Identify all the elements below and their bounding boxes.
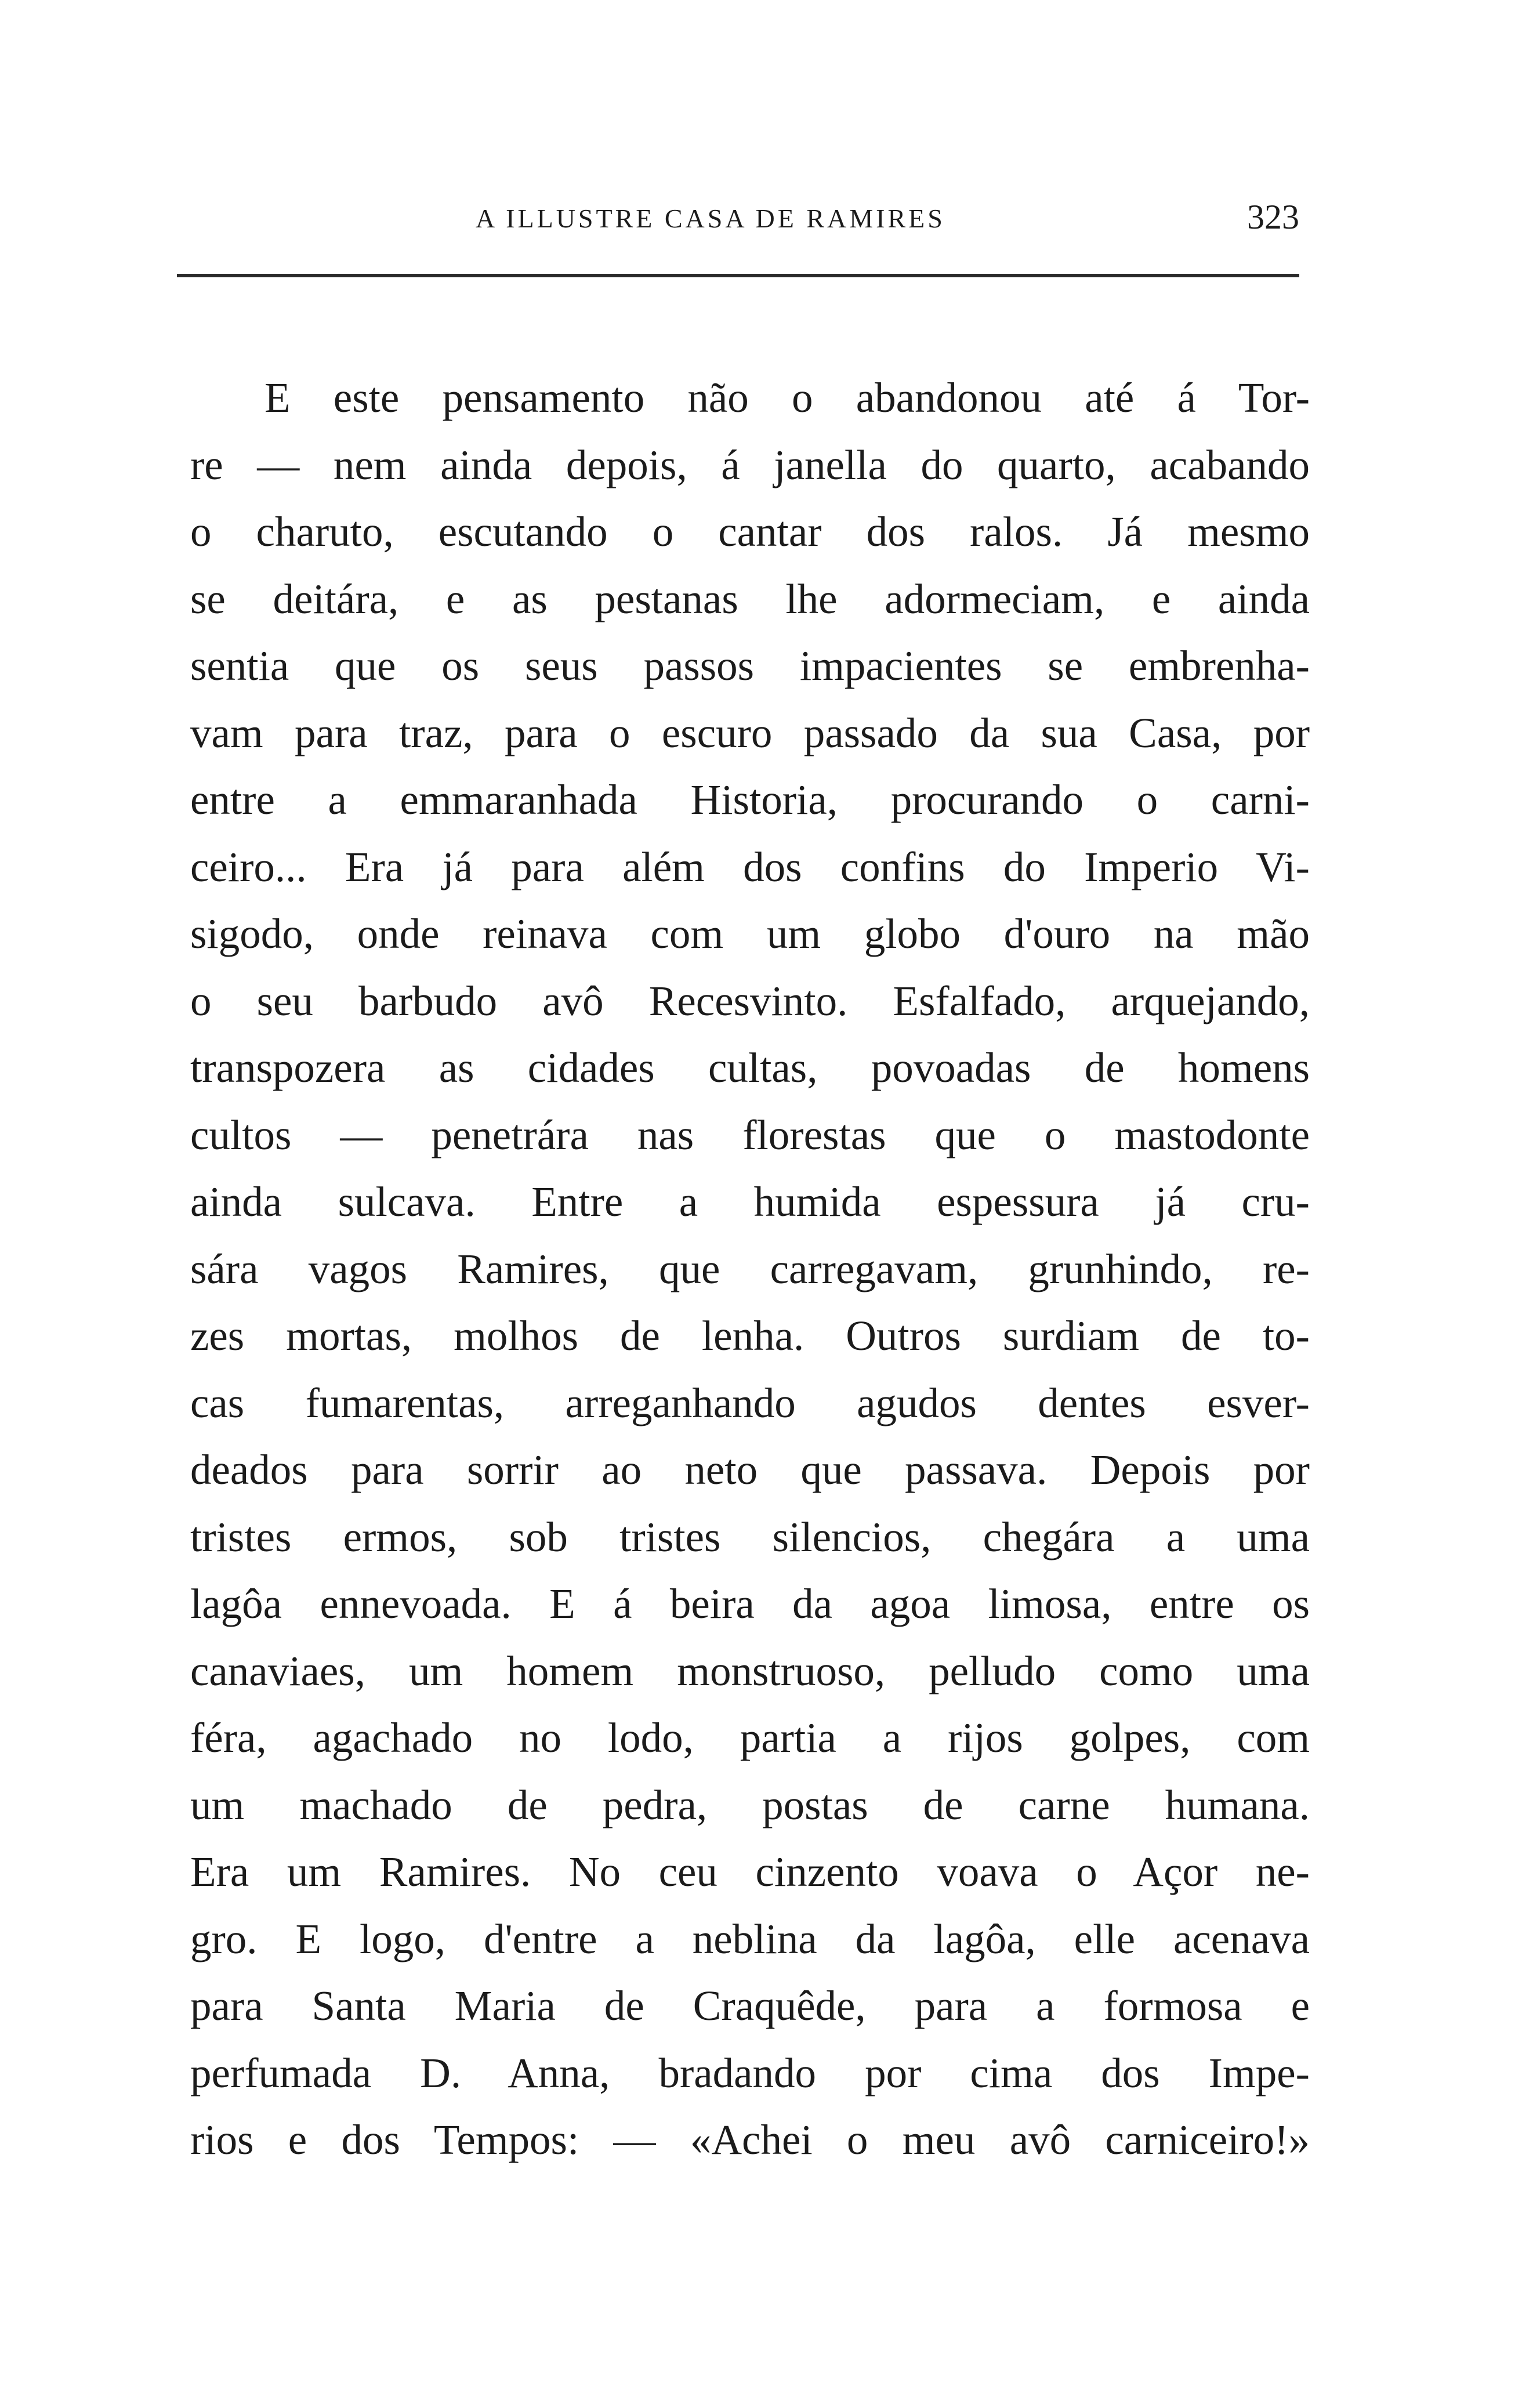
running-head [174, 197, 1299, 249]
text-line: cas fumarentas, arreganhando agudos dentes esver- [190, 1379, 1310, 1426]
page-number: 323 [1247, 198, 1299, 236]
running-head-title: A ILLUSTRE CASA DE RAMIRES [476, 204, 945, 233]
text-line: rios e dos Tempos: — «Achei o meu avô carniceiro!» [190, 2116, 1310, 2163]
text-line: o seu barbudo avô Recesvinto. Esfalfado, arquejando, [190, 977, 1310, 1024]
text-line: cultos — penetrára nas florestas que o mastodonte [190, 1111, 1310, 1158]
text-line: transpozera as cidades cultas, povoadas de homens [190, 1044, 1310, 1091]
body-paragraph [190, 364, 1310, 2174]
text-line: zes mortas, molhos de lenha. Outros surdiam de to- [190, 1312, 1310, 1359]
text-line: lagôa ennevoada. E á beira da agoa limosa, entre os [190, 1580, 1310, 1627]
text-line: ceiro... Era já para além dos confins do Imperio Vi- [190, 843, 1310, 890]
text-line: para Santa Maria de Craquêde, para a formosa e [190, 1982, 1310, 2029]
text-line: vam para traz, para o escuro passado da sua Casa, por [190, 709, 1310, 756]
text-line: sára vagos Ramires, que carregavam, grunhindo, re- [190, 1245, 1310, 1292]
text-line: sigodo, onde reinava com um globo d'ouro na mão [190, 910, 1310, 957]
text-line: entre a emmaranhada Historia, procurando o carni- [190, 776, 1310, 823]
text-line: ainda sulcava. Entre a humida espessura já cru- [190, 1178, 1310, 1225]
text-line: sentia que os seus passos impacientes se embrenha- [190, 642, 1310, 689]
text-line: féra, agachado no lodo, partia a rijos golpes, com [190, 1714, 1310, 1761]
text-line: Era um Ramires. No ceu cinzento voava o Açor ne- [190, 1848, 1310, 1895]
header-rule [177, 274, 1299, 277]
text-line: perfumada D. Anna, bradando por cima dos Impe- [190, 2049, 1310, 2096]
text-line: re — nem ainda depois, á janella do quarto, acabando [190, 441, 1310, 488]
text-line: se deitára, e as pestanas lhe adormeciam, e ainda [190, 575, 1310, 622]
text-line: deados para sorrir ao neto que passava. Depois por [190, 1446, 1310, 1493]
text-line: um machado de pedra, postas de carne humana. [190, 1781, 1310, 1828]
text-line: tristes ermos, sob tristes silencios, chegára a uma [190, 1513, 1310, 1560]
text-line: o charuto, escutando o cantar dos ralos. Já mesmo [190, 508, 1310, 555]
text-line: gro. E logo, d'entre a neblina da lagôa, elle acenava [190, 1915, 1310, 1962]
text-line: canaviaes, um homem monstruoso, pelludo como uma [190, 1647, 1310, 1694]
text-line: E este pensamento não o abandonou até á Tor- [264, 374, 1310, 421]
